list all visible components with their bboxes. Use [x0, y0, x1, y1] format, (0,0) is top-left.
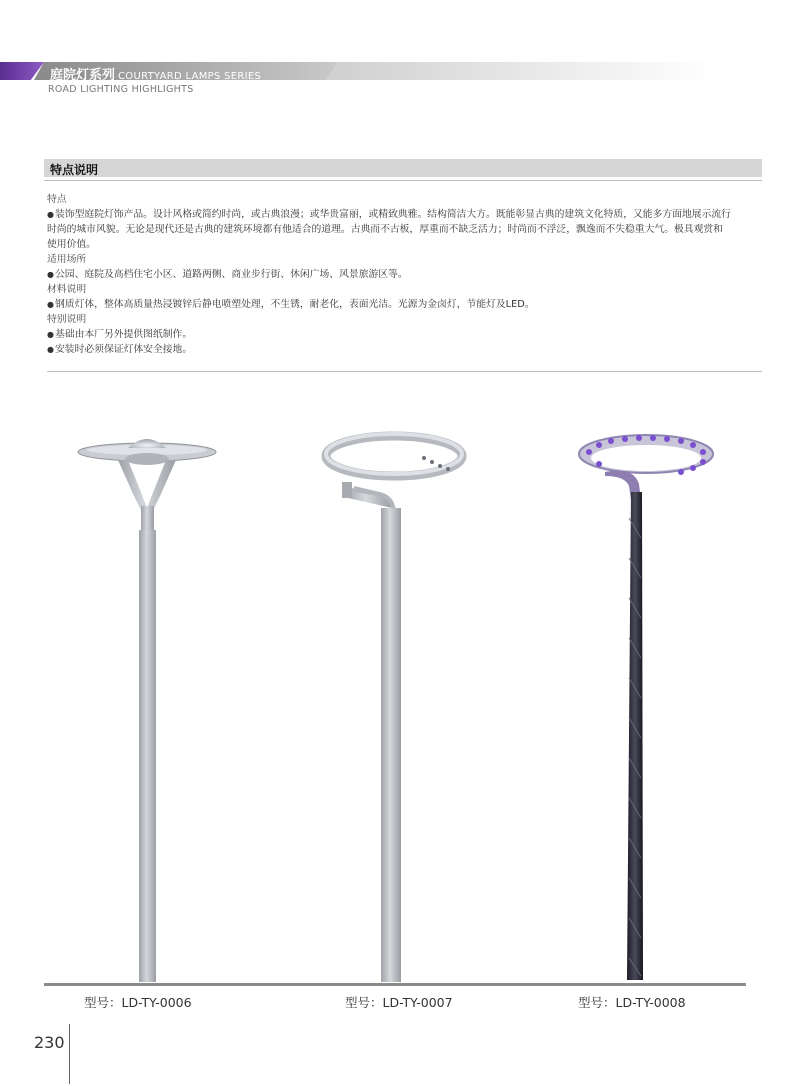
product-caption-0007: 型号：LD-TY-0007	[345, 995, 453, 1010]
special-item-1: ● 基础由本厂另外提供图纸制作。	[47, 327, 762, 342]
section-rule	[44, 180, 762, 181]
product-caption-0008: 型号：LD-TY-0008	[578, 995, 686, 1010]
features-line-1: ● 装饰型庭院灯饰产品。设计风格或简约时尚，或古典浪漫；或华贵富丽，或精致典雅。结构简洁大方。既能彰显古典的建筑文化特质，又能多方面地展示流行	[47, 207, 762, 222]
section-heading: 特点说明	[50, 163, 99, 177]
special-item-2: ● 安装时必须保证灯体安全接地。	[47, 342, 762, 357]
ground-line	[44, 983, 746, 986]
page-number-rule	[69, 1024, 70, 1084]
product-caption-0006: 型号：LD-TY-0006	[84, 995, 192, 1010]
usage-label: 适用场所	[47, 254, 87, 265]
series-title-en: COURTYARD LAMPS SERIES	[118, 71, 262, 82]
usage-text: ● 公园、庭院及高档住宅小区、道路两侧、商业步行街、休闲广场、风景旅游区等。	[47, 267, 762, 282]
header-banner	[0, 62, 800, 82]
page-number: 230	[34, 1033, 65, 1052]
special-label: 特别说明	[47, 314, 87, 325]
feature-description	[47, 192, 762, 357]
lamp-image-0006	[70, 430, 230, 986]
section-heading-bar	[44, 159, 762, 177]
material-label: 材料说明	[47, 284, 87, 295]
lamp-image-0008	[575, 428, 720, 984]
features-line-2: 时尚的城市风貌。无论是现代还是古典的建筑环境都有他适合的道理。古典而不古板，厚重而不缺乏活力；时尚而不浮泛，飘逸而不失稳重大气。极具观赏和	[47, 224, 723, 235]
series-title	[50, 64, 261, 83]
banner-fade	[326, 62, 716, 80]
content-divider	[47, 371, 762, 372]
series-title-cn: 庭院灯系列	[50, 68, 116, 83]
features-line-3: 使用价值。	[47, 239, 96, 250]
series-subtitle: ROAD LIGHTING HIGHLIGHTS	[48, 84, 194, 95]
lamp-image-0007	[318, 430, 468, 986]
features-label: 特点	[47, 194, 67, 205]
material-text: ● 钢质灯体，整体高质量热浸镀锌后静电喷塑处理，不生锈，耐老化，表面光洁。光源为金卤灯，节能灯及LED。	[47, 297, 762, 312]
